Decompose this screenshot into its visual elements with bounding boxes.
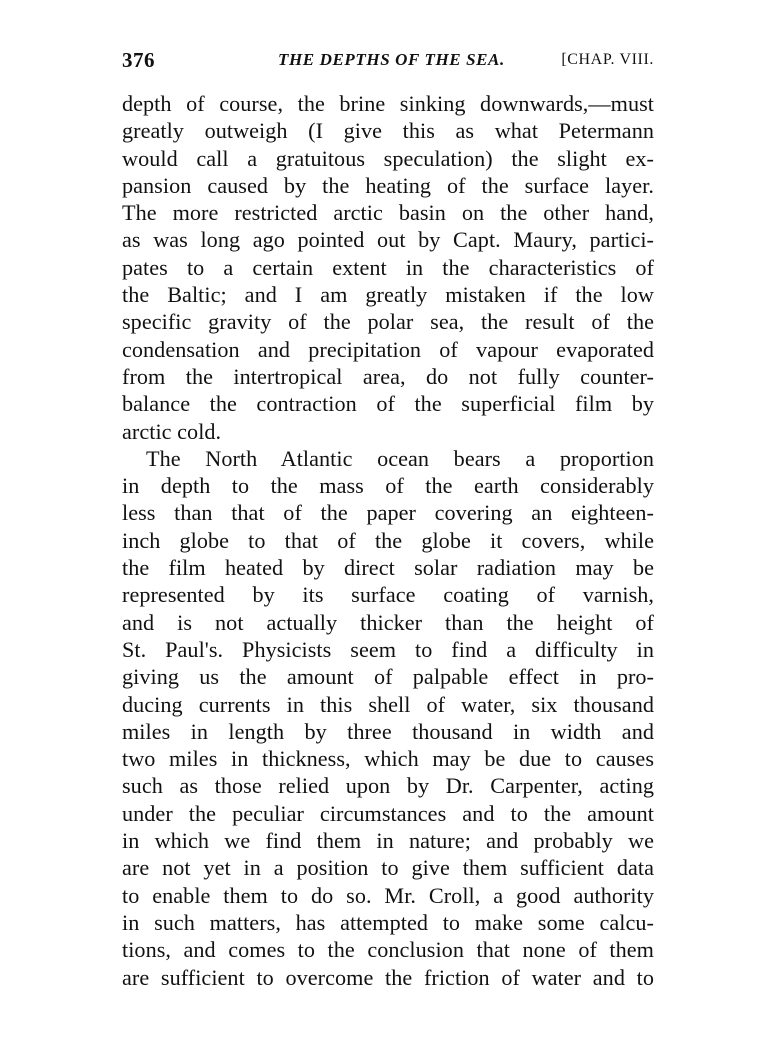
text-line: in which we find them in nature; and probably we bbox=[122, 828, 654, 854]
text-line: to enable them to do so. Mr. Croll, a good authority bbox=[122, 882, 654, 908]
paragraph bbox=[122, 90, 654, 445]
text-line: specific gravity of the polar sea, the result of the bbox=[122, 309, 654, 335]
running-head bbox=[122, 44, 654, 76]
text-line: arctic cold. bbox=[122, 418, 222, 444]
text-line: would call a gratuitous speculation) the slight ex- bbox=[122, 145, 654, 171]
text-line: The more restricted arctic basin on the other hand, bbox=[122, 200, 654, 226]
text-line: and is not actually thicker than the height of bbox=[122, 609, 654, 635]
text-line: as was long ago pointed out by Capt. Maury, partici- bbox=[122, 227, 654, 253]
text-line: inch globe to that of the globe it covers, while bbox=[122, 527, 654, 553]
text-line: St. Paul's. Physicists seem to find a difficulty in bbox=[122, 636, 654, 662]
text-line: The North Atlantic ocean bears a proportion bbox=[146, 445, 654, 471]
text-line: pansion caused by the heating of the surface layer. bbox=[122, 172, 654, 198]
text-line: two miles in thickness, which may be due to causes bbox=[122, 746, 654, 772]
book-page bbox=[122, 44, 654, 991]
text-line: from the intertropical area, do not fully counter- bbox=[122, 363, 654, 389]
text-line: less than that of the paper covering an eighteen- bbox=[122, 500, 654, 526]
text-line: ducing currents in this shell of water, six thousand bbox=[122, 691, 654, 717]
text-line: depth of course, the brine sinking downwards,—must bbox=[122, 91, 654, 116]
chapter-reference: [CHAP. VIII. bbox=[561, 51, 654, 68]
page-number: 376 bbox=[122, 48, 155, 72]
text-line: the Baltic; and I am greatly mistaken if the low bbox=[122, 282, 654, 308]
text-line: condensation and precipitation of vapour evaporated bbox=[122, 336, 654, 362]
text-line: tions, and comes to the conclusion that none of them bbox=[122, 937, 654, 963]
text-line: pates to a certain extent in the characteristics of bbox=[122, 254, 654, 280]
text-line: giving us the amount of palpable effect in pro- bbox=[122, 664, 654, 690]
text-line: miles in length by three thousand in width and bbox=[122, 718, 654, 744]
text-line: are not yet in a position to give them sufficient data bbox=[122, 855, 654, 881]
text-line: under the peculiar circumstances and to the amount bbox=[122, 800, 654, 826]
text-line: balance the contraction of the superficial film by bbox=[122, 391, 654, 417]
text-line: in depth to the mass of the earth considerably bbox=[122, 473, 654, 499]
paragraph bbox=[122, 445, 654, 991]
running-title: THE DEPTHS OF THE SEA. bbox=[278, 50, 505, 69]
text-line: greatly outweigh (I give this as what Petermann bbox=[122, 118, 654, 144]
text-line: such as those relied upon by Dr. Carpenter, acting bbox=[122, 773, 654, 799]
body-text bbox=[122, 90, 654, 991]
text-line: represented by its surface coating of varnish, bbox=[122, 582, 654, 608]
text-line: in such matters, has attempted to make some calcu- bbox=[122, 909, 654, 935]
text-line: are sufficient to overcome the friction of water and to bbox=[122, 964, 654, 990]
text-line: the film heated by direct solar radiation may be bbox=[122, 555, 654, 581]
